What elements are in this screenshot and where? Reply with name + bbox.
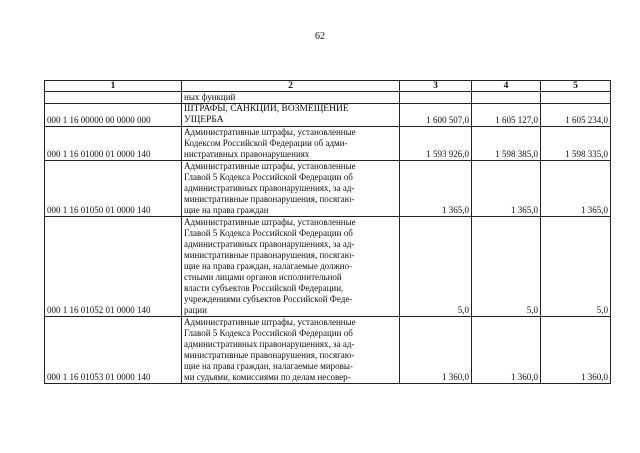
revenue-name-line: ШТРАФЫ, САНКЦИИ, ВОЗМЕЩЕНИЕ [184, 104, 349, 114]
amount-cell-col5: 1 598 335,0 [541, 127, 611, 161]
revenue-name-line: Административные штрафы, установленные [184, 127, 356, 137]
revenue-name-line: щие на права граждан, налагаемые должно- [184, 261, 353, 271]
revenue-name-line: стными лицами органов исполнительной [184, 272, 342, 282]
revenue-name-line: Главой 5 Кодекса Российской Федерации об [184, 228, 353, 238]
table-row [45, 127, 611, 161]
revenue-name-cell [182, 317, 400, 384]
budget-code-cell: 000 1 16 01050 01 0000 140 [45, 161, 182, 217]
amount-cell-col4 [472, 92, 541, 104]
column-header-code: 1 [45, 81, 182, 92]
revenue-name-cell [182, 104, 400, 127]
budget-code-cell: 000 1 16 01052 01 0000 140 [45, 217, 182, 317]
revenue-name-line: министративные правонарушения, посягаю- [184, 250, 355, 260]
revenue-name-line: Административные штрафы, установленные [184, 217, 356, 227]
table-row [45, 217, 611, 317]
amount-cell-col4: 1 360,0 [472, 317, 541, 384]
amount-cell-col5: 1 365,0 [541, 161, 611, 217]
amount-cell-col3: 1 365,0 [400, 161, 472, 217]
table-row [45, 104, 611, 127]
table-header-row [45, 81, 611, 92]
budget-code-cell: 000 1 16 01000 01 0000 140 [45, 127, 182, 161]
revenue-name-line: нистративных правонарушениях [184, 149, 310, 159]
amount-cell-col3: 5,0 [400, 217, 472, 317]
budget-code-cell [45, 92, 182, 104]
amount-cell-col5: 1 605 234,0 [541, 104, 611, 127]
revenue-name-line: Кодексом Российской Федерации об адми- [184, 138, 348, 148]
revenue-name-cell [182, 92, 400, 104]
budget-code-cell: 000 1 16 01053 01 0000 140 [45, 317, 182, 384]
amount-cell-col4: 1 605 127,0 [472, 104, 541, 127]
revenue-name-line: Главой 5 Кодекса Российской Федерации об [184, 172, 353, 182]
revenue-name-line: рации [184, 305, 207, 315]
amount-cell-col4: 1 598 385,0 [472, 127, 541, 161]
budget-code-cell: 000 1 16 00000 00 0000 000 [45, 104, 182, 127]
amount-cell-col3 [400, 92, 472, 104]
table-row [45, 161, 611, 217]
column-header-col5: 5 [541, 81, 611, 92]
revenue-name-line: административных правонарушениях, за ад- [184, 339, 355, 349]
revenue-name-line: административных правонарушениях, за ад- [184, 183, 355, 193]
revenue-name-line: УЩЕРБА [184, 115, 224, 125]
revenue-name-line: Административные штрафы, установленные [184, 161, 356, 171]
revenue-name-line: ми судьями, комиссиями по делам несовер- [184, 372, 351, 382]
revenue-name-line: министративные правонарушения, посягаю- [184, 194, 355, 204]
revenue-name-cell [182, 217, 400, 317]
revenue-name-cell [182, 127, 400, 161]
revenue-name-line: административных правонарушениях, за ад- [184, 239, 355, 249]
amount-cell-col3: 1 593 926,0 [400, 127, 472, 161]
revenue-name-cell [182, 161, 400, 217]
revenue-name-line: министративные правонарушения, посягаю- [184, 350, 355, 360]
page-number: 62 [315, 31, 325, 42]
revenue-name-line: Административные штрафы, установленные [184, 317, 356, 327]
column-header-col3: 3 [400, 81, 472, 92]
table-row [45, 317, 611, 384]
amount-cell-col5: 5,0 [541, 217, 611, 317]
revenue-name-line: щие на права граждан, налагаемые мировы- [184, 361, 353, 371]
revenue-name-line: щие на права граждан [184, 205, 269, 215]
amount-cell-col4: 1 365,0 [472, 161, 541, 217]
revenue-name-line: власти субъектов Российской Федерации, [184, 283, 344, 293]
amount-cell-col3: 1 600 507,0 [400, 104, 472, 127]
amount-cell-col4: 5,0 [472, 217, 541, 317]
revenue-name-line: Главой 5 Кодекса Российской Федерации об [184, 328, 353, 338]
column-header-name: 2 [182, 81, 400, 92]
budget-table [44, 80, 611, 384]
column-header-col4: 4 [472, 81, 541, 92]
amount-cell-col5 [541, 92, 611, 104]
amount-cell-col5: 1 360,0 [541, 317, 611, 384]
amount-cell-col3: 1 360,0 [400, 317, 472, 384]
revenue-name-line: ных функций [184, 92, 236, 102]
table-row [45, 92, 611, 104]
revenue-name-line: учреждениями субъектов Российской Феде- [184, 294, 353, 304]
